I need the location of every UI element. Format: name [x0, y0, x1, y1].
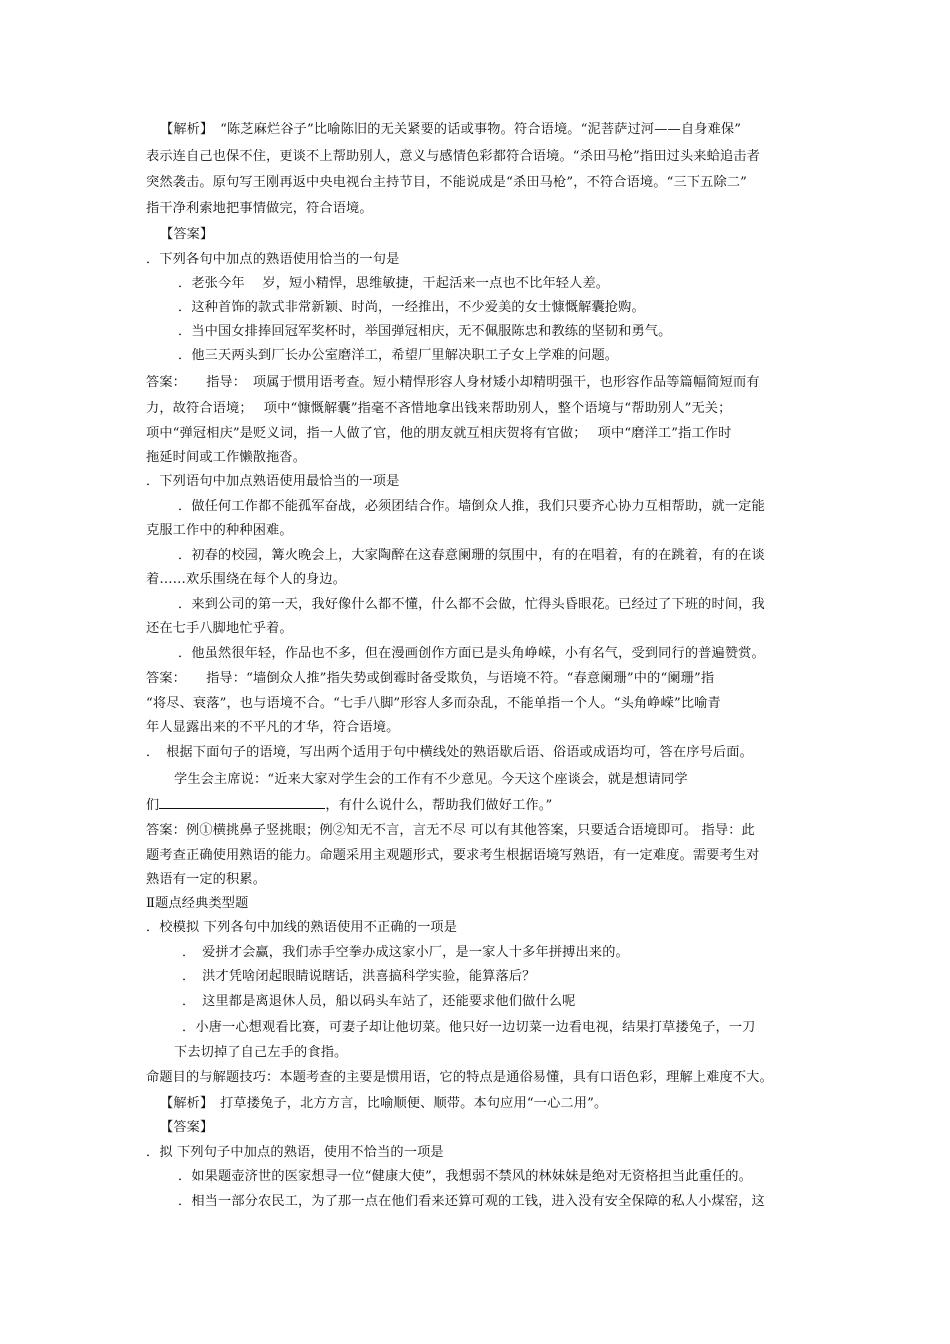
option-d-cont: 下去切掉了自己左手的食指。	[174, 1045, 348, 1060]
option-d: ．他虽然很年轻，作品也不多，但在漫画创作方面已是头角峥嵘，小有名气，受到同行的普遍赞赏。	[178, 646, 765, 661]
quote-text-start: 们	[146, 798, 160, 813]
question-stem: ．校模拟 下列各句中加线的熟语使用不正确的一项是	[146, 920, 458, 935]
analysis-text: 指干净利索地把事情做完，符合语境。	[146, 201, 373, 216]
option-a-cont: 克服工作中的种种困难。	[146, 523, 293, 538]
question-stem: ．下列语句中加点熟语使用最恰当的一项是	[146, 474, 400, 489]
option-a: ．做任何工作都不能孤军奋战，必须团结合作。墙倒众人推，我们只要齐心协力互相帮助，就一定能	[178, 499, 765, 514]
answer-text: 答案： 指导：“墙倒众人推”指失势或倒霉时备受欺负，与语境不符。“春意阑珊”中的“阑珊”指	[146, 671, 715, 686]
option-b: ． 洪才凭啥闭起眼睛说瞎话，洪喜搞科学实验，能算落后？	[182, 969, 536, 984]
option-c: ．来到公司的第一天，我好像什么都不懂，什么都不会做，忙得头昏眼花。已经过了下班的时间，我	[178, 597, 765, 612]
option-c: ． 这里都是离退休人员，船以码头车站了，还能要求他们做什么呢	[182, 994, 576, 1009]
analysis-text: 【解析】 “陈芝麻烂谷子”比喻陈旧的无关紧要的话或事物。符合语境。“泥菩萨过河——自身难保”	[160, 122, 742, 137]
option-d: ．小唐一心想观看比赛，可妻子却让他切菜。他只好一边切菜一边看电视，结果打草搂兔子，一刀	[182, 1020, 756, 1035]
answer-text: 项中“弹冠相庆”是贬义词，指一人做了官，他的朋友就互相庆贺将有官做； 项中“磨洋工”指工作时	[146, 426, 732, 441]
technique-text: 命题目的与解题技巧：本题考查的主要是惯用语，它的特点是通俗易懂，具有口语色彩，理解上难度不大。	[146, 1070, 773, 1085]
option-c: ．当中国女排捧回冠军奖杯时，举国弹冠相庆，无不佩服陈忠和教练的坚韧和勇气。	[178, 324, 672, 339]
option-b-cont: 着……欢乐围绕在每个人的身边。	[146, 572, 347, 587]
quote-text-end: ，有什么说什么，帮助我们做好工作。”	[325, 798, 553, 813]
option-b: ．初春的校园，篝火晚会上，大家陶醉在这春意阑珊的氛围中，有的在唱着，有的在跳着，有的在谈	[178, 548, 765, 563]
option-c-cont: 还在七手八脚地忙乎着。	[146, 621, 293, 636]
option-b: ．相当一部分农民工，为了那一点在他们看来还算可观的工钱，进入没有安全保障的私人小煤窑，这	[178, 1194, 765, 1209]
answer-text: 答案：例①横挑鼻子竖挑眼；例②知无不言，言无不尽 可以有其他答案，只要适合语境即可。 指导：此	[146, 823, 755, 838]
question-stem: ． 根据下面句子的语境，写出两个适用于句中横线处的熟语歇后语、俗语或成语均可，答在序号后面。	[146, 745, 753, 760]
answer-text: 熟语有一定的积累。	[146, 872, 267, 887]
answer-text: 答案： 指导： 项属于惯用语考查。短小精悍形容人身材矮小却精明强干，也形容作品等篇幅简短而有	[146, 375, 760, 390]
answer-text: 拖延时间或工作懒散拖沓。	[146, 450, 307, 465]
option-d: ．他三天两头到厂长办公室磨洋工，希望厂里解决职工子女上学难的问题。	[178, 348, 619, 363]
option-a: ．如果题壶济世的医家想寻一位“健康大使”，我想弱不禁风的林妹妹是绝对无资格担当此重任的。	[178, 1169, 752, 1184]
answer-text: “将尽、衰落”，也与语境不合。“七手八脚”形容人多而杂乱，不能单指一个人。“头角峥嵘”比喻青	[146, 696, 721, 711]
section-heading: Ⅱ题点经典类型题	[146, 896, 249, 911]
quote-text	[146, 795, 552, 816]
analysis-text: 【解析】 打草搂兔子，北方方言，比喻顺便、顺带。本句应用“一心二用”。	[160, 1096, 608, 1111]
fill-in-blank	[159, 795, 325, 809]
quote-text: 学生会主席说：“近来大家对学生会的工作有不少意见。今天这个座谈会，就是想请同学	[174, 772, 688, 787]
answer-text: 题考查正确使用熟语的能力。命题采用主观题形式，要求考生根据语境写熟语，有一定难度。需要考生对	[146, 848, 760, 863]
answer-label: 【答案】	[160, 227, 214, 242]
analysis-text: 表示连自己也保不住，更谈不上帮助别人，意义与感情色彩都符合语境。“杀田马枪”指田过头来蛤追击者	[146, 149, 760, 164]
answer-label: 【答案】	[160, 1120, 214, 1135]
option-a: ． 爱拼才会赢，我们赤手空拳办成这家小厂，是一家人十多年拼搏出来的。	[182, 945, 629, 960]
analysis-text: 突然袭击。原句写王刚再返中央电视台主持节目，不能说成是“杀田马枪”，不符合语境。“三下五除二”	[146, 175, 748, 190]
option-a: ．老张今年 岁，短小精悍，思维敏捷，干起活来一点也不比年轻人差。	[178, 276, 610, 291]
answer-text: 年人显露出来的不平凡的才华，符合语境。	[146, 720, 400, 735]
question-stem: ．拟 下列句子中加点的熟语，使用不恰当的一项是	[146, 1145, 444, 1160]
option-b: ．这种首饰的款式非常新颖、时尚，一经推出，不少爱美的女士慷慨解囊抢购。	[178, 300, 645, 315]
answer-text: 力，故符合语境； 项中“慷慨解囊”指毫不吝惜地拿出钱来帮助别人，整个语境与“帮助别人”无关；	[146, 401, 732, 416]
question-stem: ．下列各句中加点的熟语使用恰当的一句是	[146, 252, 400, 267]
